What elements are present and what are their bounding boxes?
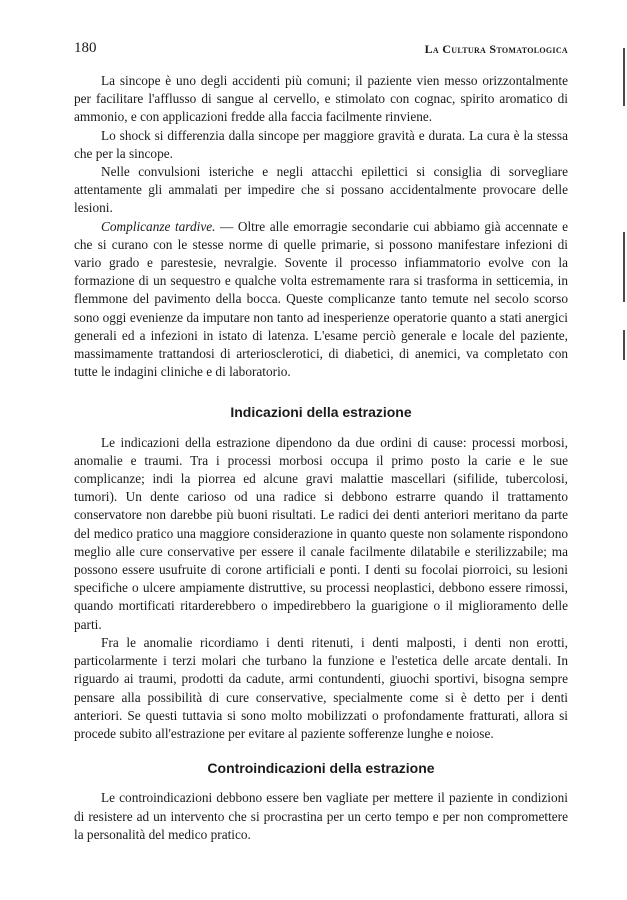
paragraph-shock: Lo shock si differenzia dalla sincope per maggiore gravità e durata. La cura è la stessa che per la sincope. (74, 127, 568, 161)
page-number: 180 (74, 40, 97, 56)
run-in-heading: Complicanze tardive. (101, 218, 216, 234)
paragraph-sincope: La sincope è uno degli accidenti più comuni; il paziente vien messo orizzontalmente per facilitare l'afflusso di sangue al cervello, e stimolato con cognac, spirito aromatico di ammonio, e con applicazioni fredde alla faccia facilmente rinviene. (74, 73, 568, 125)
paragraph-complicanze-tardive (74, 218, 568, 382)
paragraph-convulsioni: Nelle convulsioni isteriche e negli attacchi epilettici si consiglia di sorvegliare attentamente gli ammalati per impedire che si possano accidentalmente provocare delle lesioni. (74, 164, 568, 216)
paragraph-controindicazioni-1: Le controindicazioni debbono essere ben vagliate per mettere il paziente in condizioni di resistere ad un intervento che si procrastina per un certo tempo e per non compromettere la personalità del medico pratico. (74, 790, 568, 842)
section-heading-indicazioni: Indicazioni della estrazione (230, 404, 412, 421)
paragraph-indicazioni-2: Fra le anomalie ricordiamo i denti ritenuti, i denti malposti, i denti non erotti, particolarmente i terzi molari che turbano la funzione e l'estetica delle arcate dentali. In riguardo ai traumi, prodotti da cadute, armi contundenti, giuochi sportivi, bisogna sempre pensare alla possibilità di cure conservative, specialmente come si è detto per i denti anteriori. Se questi tuttavia si sono molto mobilizzati o profondamente fratturati, allora si procede subito all'estrazione per evitare al paziente sofferenze lunghe e noiose. (74, 634, 568, 741)
page-header (74, 40, 568, 60)
page-body (74, 72, 568, 844)
page-edge-shadow (623, 48, 625, 106)
running-title: La Cultura Stomatologica (424, 42, 568, 56)
paragraph-indicazioni-1: Le indicazioni della estrazione dipendono da due ordini di cause: processi morbosi, anomalie e traumi. Tra i processi morbosi occupa il primo posto la carie e le sue complicanze; indi la piorrea ed alcune gravi malattie mascellari (sifilide, tubercolosi, tumori). Un dente carioso od una radice si debbono estrarre quando il trattamento conservatore non darebbe più buoni risultati. Le radici dei denti anteriori meritano da parte del medico pratico una maggiore considerazione in quanto queste non solamente rispondono meglio alle cure conservative per essere il canale facilmente dilatabile e sterilizzabile; ma possono essere usufruite di corone artificiali e ponti. I denti su focolai piorroici, su lesioni specifiche o ulcere ampiamente distruttive, su processi neoplastici, debbono essere rimossi, quando mortificati ritarderebbero o impedirebbero la guarigione o il miglioramento delle parti. (74, 434, 568, 632)
section-heading-controindicazioni: Controindicazioni della estrazione (207, 760, 435, 777)
page-edge-shadow (623, 232, 625, 302)
page-edge-shadow (623, 330, 625, 360)
paragraph-text: — Oltre alle emorragie secondarie cui abbiamo già accennate e che si curano con le stesse norme di quelle primarie, si possono manifestare infezioni di vario grado e parestesie, nevralgie. Sovente il processo infiammatorio evolve con la formazione di un sequestro e qualche volta estremamente rara si trasforma in setticemia, in flemmone del pavimento della bocca. Queste complicanze tanto temute nel secolo scorso sono oggi evenienze da imputare non tanto ad inesperienze operatorie quanto a stati anergici generali ed a infezioni in istato di latenza. L'esame perciò generale e locale del paziente, massimamente trattandosi di arteriosclerotici, di diabetici, di anemici, va completato con tutte le indagini cliniche e di laboratorio. (74, 218, 568, 380)
